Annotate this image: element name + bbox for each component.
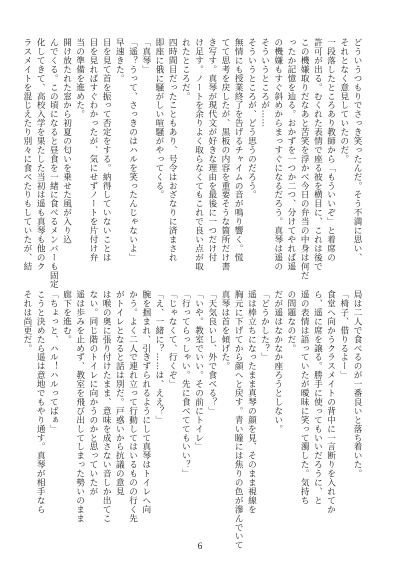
top-text-block — [21, 38, 363, 289]
page-number: 6 — [197, 541, 203, 551]
text-line: 四時間目だったこともあり、号令はおざなりに済まされ — [167, 38, 178, 262]
text-line: 遥は棒立ちになったまま真琴の顔を見、そのまま視線を — [246, 290, 257, 514]
text-line: そういうところが、どう思うのだろう。 — [246, 38, 257, 200]
text-line: 開け放たれた窓から初夏の匂いを乗せた風が入り込 — [61, 38, 72, 244]
text-line: 「じゃなくて、行くぞ」 — [167, 290, 178, 389]
text-line: 「天気良いし、外で食べる？」 — [206, 290, 217, 416]
text-line: それとなく意見していたのだ。 — [338, 38, 349, 164]
text-line: 腕を掴まれ、引きずられるようにして真琴はトイレへ向 — [140, 290, 151, 514]
text-line: 食堂へ向かうクラスメイトの背中に一言断りを入れてか — [325, 290, 336, 514]
text-line: 「真琴」 — [140, 38, 151, 74]
text-line: がトイレとなると話は別だ。戸惑いから抗議の意見 — [114, 290, 125, 496]
text-line: かう。よく二人で連れ立って行動してはいるものの行く先 — [127, 290, 138, 523]
text-line: 無情にも授業終了を告げるチャイムの音が鳴り響く。慌 — [233, 38, 244, 262]
text-line: 「行ってらっしゃい。先に食べててもいい？」 — [180, 290, 191, 478]
text-line: 即座に俄に騒がしい喧騒がやってくる。 — [153, 38, 164, 200]
text-line: ラスメイトを混じえたり別々に食べたりもしていたが、結 — [21, 38, 32, 271]
text-line: 真琴は首を傾げた。 — [219, 290, 230, 371]
text-line: 「どうかした？」 — [259, 290, 270, 362]
text-line: 当の準備を進めた。 — [74, 38, 85, 119]
text-line: 化してきて、高校入学を果たした当初は遥も真琴も他のク — [35, 38, 46, 271]
text-line: き写す。真琴が現代文が好きな理由を最後に一つだけ付 — [206, 38, 217, 262]
text-line: の問題なのだ。 — [285, 290, 296, 353]
bottom-text-block — [21, 290, 363, 550]
text-line: 廊下を進む。 — [61, 290, 72, 344]
text-line: こうと決めたら遥は意地でもやり通す。真琴が相手なら — [35, 290, 46, 514]
text-line: 「ちょっと、ハル！ハルってばぁ」 — [48, 290, 59, 434]
text-line: どういうつもりでさっき笑ったんだ。そう不満に思い、 — [352, 38, 362, 262]
text-line: は喉の奥に張り付けたまま、意味を成さない音しか出てこ — [101, 290, 112, 523]
text-line: 「いや。教室でいい。その前にトイレ」 — [193, 290, 204, 452]
text-line: 遥の表情は語っていたが曖昧に笑って濁した。気持ち — [299, 290, 310, 505]
text-line: 一段落したところあり教師から「もういいぞ」と着席の — [325, 38, 336, 262]
text-line: 目を見て首を振って否定をする。納得していないことは — [101, 38, 112, 262]
text-line: 遥は歩みを止めず、教室を飛び出してしまった勢いのまま — [74, 290, 85, 523]
text-line: んでくる。この頃になると昼食を一緒に食べるメンバーも固定 — [48, 38, 59, 289]
text-line: 許可が出る。むくれた表情で座る彼を横目に、これは後で — [312, 38, 323, 271]
text-line: 「椅子、借りるよー」 — [338, 290, 349, 380]
text-line: ら、遥に席を譲る。勝手に使ってもいいだろうに、と — [312, 290, 323, 505]
text-line: そういうところが…… — [259, 38, 270, 128]
text-line: 「遥？うって、さっきのはハルを笑ったんじゃないよ」 — [127, 38, 138, 262]
text-line: てて思考を戻したが、黒板の内容を重要そうな箇所だけ書 — [219, 38, 230, 271]
text-line: ない。同じ階のトイレに向かうのかと思っていたが — [87, 290, 98, 496]
text-line: の機嫌もすぐ斜めからまっすぐになるだろう。真琴は遥の — [272, 38, 283, 271]
text-line: 胸元に下げてから顔へと戻す。青い瞳には焦りの色が滲んでいて — [233, 290, 244, 550]
text-line: ったか記憶を辿る。おかずを一つか二つ、分けてやれば遥 — [285, 38, 296, 271]
text-line: 「え、一緒に？……は、ええ？」 — [153, 290, 164, 425]
text-line: それは尚更だ。 — [21, 290, 32, 353]
text-line: れたところだ。 — [180, 38, 191, 101]
text-line: 局は二人で食べるのが一番良いと落ち着いた。 — [352, 290, 362, 478]
text-line: 早速きた。 — [114, 38, 125, 83]
text-line: だが遥はなかなか座ろうとしない。 — [272, 290, 283, 434]
text-line: この機嫌取りだなあと苦笑を浮かべ今日の弁当の中身は何だ — [299, 38, 310, 280]
text-line: 目を見ればすぐわかったが、気にせずノートを片付け弁 — [87, 38, 98, 262]
text-line: け足す。ノートを余りよく取らなくてもこれで良い点が取 — [193, 38, 204, 271]
